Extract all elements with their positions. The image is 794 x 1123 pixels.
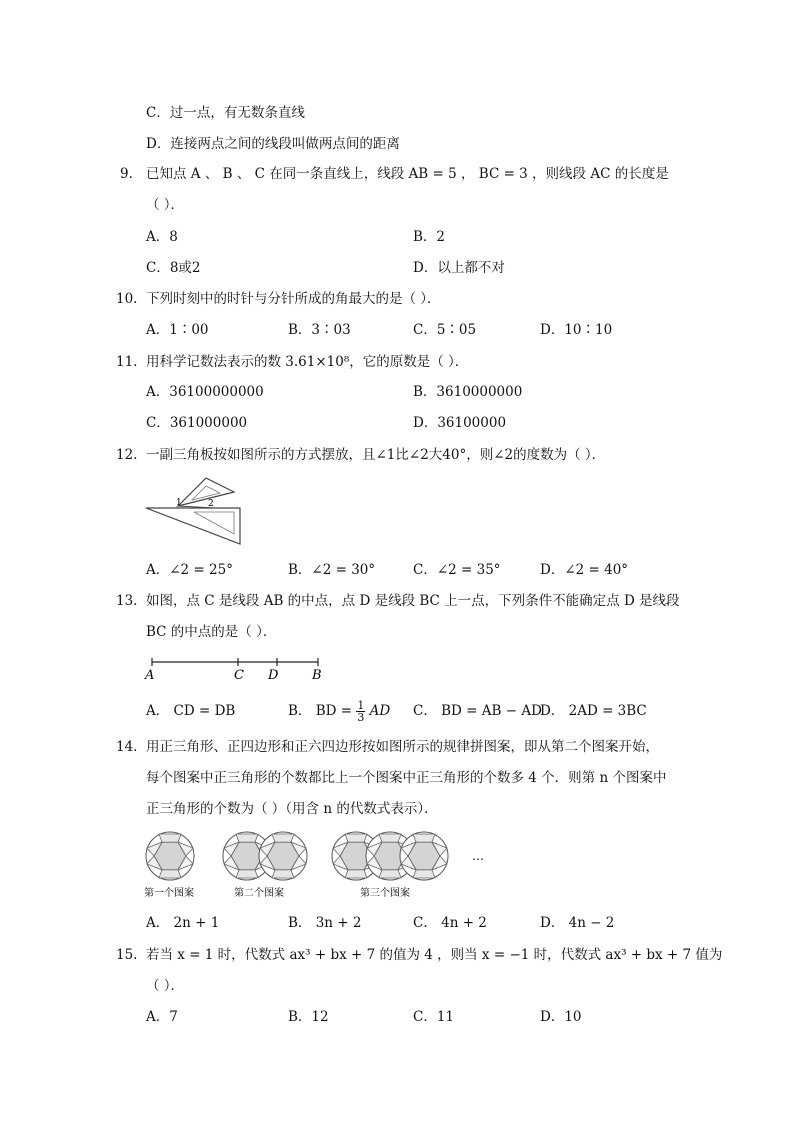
q15-paren: （ ）． [146,978,185,994]
large-set-square [146,508,240,544]
segment-figure [142,652,338,682]
q11-option-a: A．36100000000 [146,384,264,400]
q15-option-b: B．12 [288,1009,329,1025]
small-set-square [178,478,234,506]
pattern-2-caption: 第二个图案 [234,888,284,899]
q13-option-c: C． BD = AB − AD [413,703,542,719]
q14-option-c: C． 4n + 2 [413,915,487,931]
q12-number: 12. [116,447,138,463]
q14-stem-line3: 正三角形的个数为（ ）（用含 n 的代数式表示）． [146,801,438,817]
q9-option-b: B．2 [413,229,446,245]
tiling-pattern-figure [144,830,494,902]
q14-option-b: B． 3n + 2 [288,915,362,931]
q13-stem-line1: 如图，点 C 是线段 AB 的中点，点 D 是线段 BC 上一点，下列条件不能确定点 D 是线段 [146,593,680,609]
angle-2-label: 2 [208,499,214,509]
q14-stem-line1: 用正三角形、正四边形和正六四边形按如图所示的规律拼图案，即从第二个图案开始， [146,739,659,755]
q11-number: 11. [116,354,138,370]
fraction-numerator: 1 [357,699,365,712]
fraction-denominator: 3 [357,711,365,724]
q14-option-a: A． 2n + 1 [146,915,220,931]
angle-1-label: 1 [176,498,182,508]
q13-option-b-suffix: AD [369,703,391,719]
q15-option-a: A．7 [146,1009,178,1025]
q13-option-a: A． CD = DB [146,703,236,719]
q8-option-c: C．过一点，有无数条直线 [146,105,305,121]
q8-option-d: D．连接两点之间的线段叫做两点间的距离 [146,136,400,152]
q10-stem: 下列时刻中的时针与分针所成的角最大的是（ ）． [146,291,441,307]
pattern-1-caption: 第一个图案 [144,888,194,899]
ellipsis: … [472,849,484,863]
point-c-label: C [234,668,244,682]
q13-option-b-prefix: B． BD = [288,703,353,719]
q9-number: 9. [120,166,133,182]
q12-option-b: B．∠2 = 30° [288,562,376,578]
q14-number: 14. [116,739,138,755]
q15-number: 15. [116,947,138,963]
q11-option-d: D．36100000 [413,415,507,431]
q11-stem: 用科学记数法表示的数 3.61×10⁸，它的原数是（ ）． [146,354,469,370]
set-square-figure [144,474,244,546]
q9-stem: 已知点 A 、 B 、 C 在同一条直线上，线段 AB = 5 ， BC = 3 ，则线段 AC 的长度是 [146,166,669,182]
pattern-1-unit [146,832,194,880]
point-d-label: D [268,668,279,682]
q14-option-d: D． 4n − 2 [540,915,615,931]
point-a-label: A [145,668,155,682]
q13-option-b [288,692,390,730]
q9-paren: （ ）． [146,197,185,213]
q11-option-c: C．361000000 [146,415,248,431]
q9-option-c: C．8或2 [146,260,201,276]
pattern-3-unit-3 [400,832,448,880]
q9-option-d: D．以上都不对 [413,260,505,276]
q10-number: 10. [116,291,138,307]
q12-stem: 一副三角板按如图所示的方式摆放，且∠1比∠2大40°，则∠2的度数为（ ）． [146,447,606,463]
q13-option-d: D． 2AD = 3BC [540,703,647,719]
q12-option-d: D．∠2 = 40° [540,562,629,578]
q12-option-c: C．∠2 = 35° [413,562,501,578]
q10-option-c: C．5∶05 [413,322,477,338]
q15-option-c: C．11 [413,1009,455,1025]
q13-stem-line2: BC 的中点的是（ ）． [146,624,277,640]
q10-option-a: A．1∶00 [146,322,209,338]
q11-option-b: B．3610000000 [413,384,523,400]
q10-option-d: D．10∶10 [540,322,613,338]
pattern-2-unit-2 [259,832,307,880]
pattern-3-caption: 第三个图案 [360,888,410,899]
q10-option-b: B．3∶03 [288,322,351,338]
q15-option-d: D．10 [540,1009,582,1025]
point-b-label: B [312,668,322,682]
q14-stem-line2: 每个图案中正三角形的个数都比上一个图案中正三角形的个数多 4 个．则第 n 个图案中 [146,770,667,786]
q13-number: 13. [116,593,138,609]
q12-option-a: A．∠2 = 25° [146,562,233,578]
fraction-one-third [356,700,365,723]
q9-option-a: A．8 [146,229,178,245]
q15-stem: 若当 x = 1 时，代数式 ax³ + bx + 7 的值为 4 ，则当 x = −1 时，代数式 ax³ + bx + 7 值为 [146,947,723,963]
